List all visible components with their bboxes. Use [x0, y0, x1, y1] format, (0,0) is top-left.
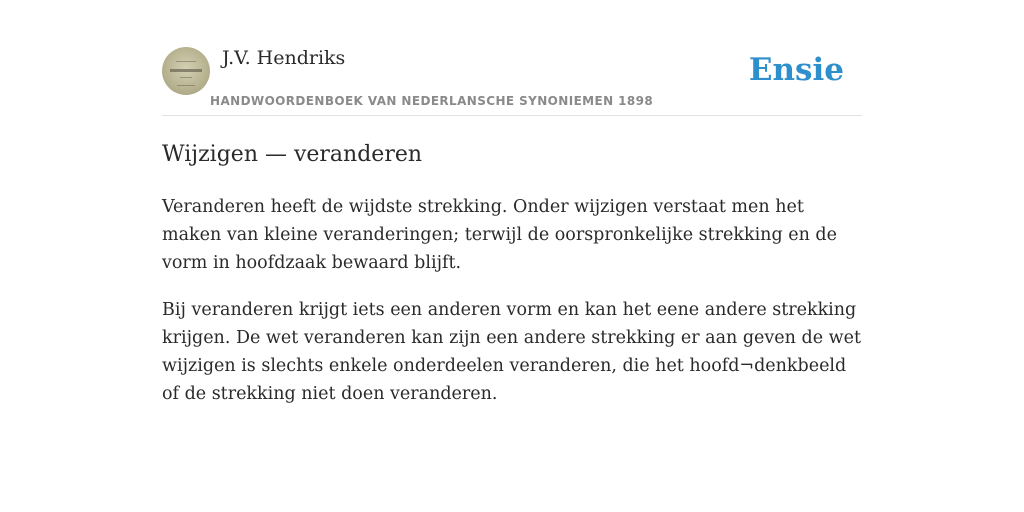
author-name[interactable]: J.V. Hendriks	[222, 47, 346, 69]
source-title[interactable]: HANDWOORDENBOEK VAN NEDERLANSCHE SYNONIEMEN 1898	[210, 94, 654, 108]
book-cover-avatar[interactable]	[162, 47, 210, 95]
cover-line	[170, 69, 202, 72]
article-paragraph: Bij veranderen krijgt iets een anderen vorm en kan het eene andere strekking krijgen. De wet veranderen kan zijn een andere strekking er aan geven de wet wijzigen is slechts enkele onderdeelen veranderen, die het hoofd¬denkbeeld of de strekking niet doen veranderen.	[162, 300, 861, 404]
ensie-logo[interactable]: Ensie	[748, 52, 844, 88]
cover-line	[176, 61, 196, 62]
cover-line	[177, 85, 195, 86]
header	[162, 0, 862, 116]
article-title: Wijzigen — veranderen	[162, 142, 423, 167]
article-paragraph: Veranderen heeft de wijdste strekking. Onder wijzigen verstaat men het maken van kleine veranderingen; terwijl de oorspronkelijke strekking en de vorm in hoofdzaak bewaard blijft.	[162, 197, 837, 273]
page	[162, 0, 862, 408]
cover-line	[180, 77, 192, 78]
